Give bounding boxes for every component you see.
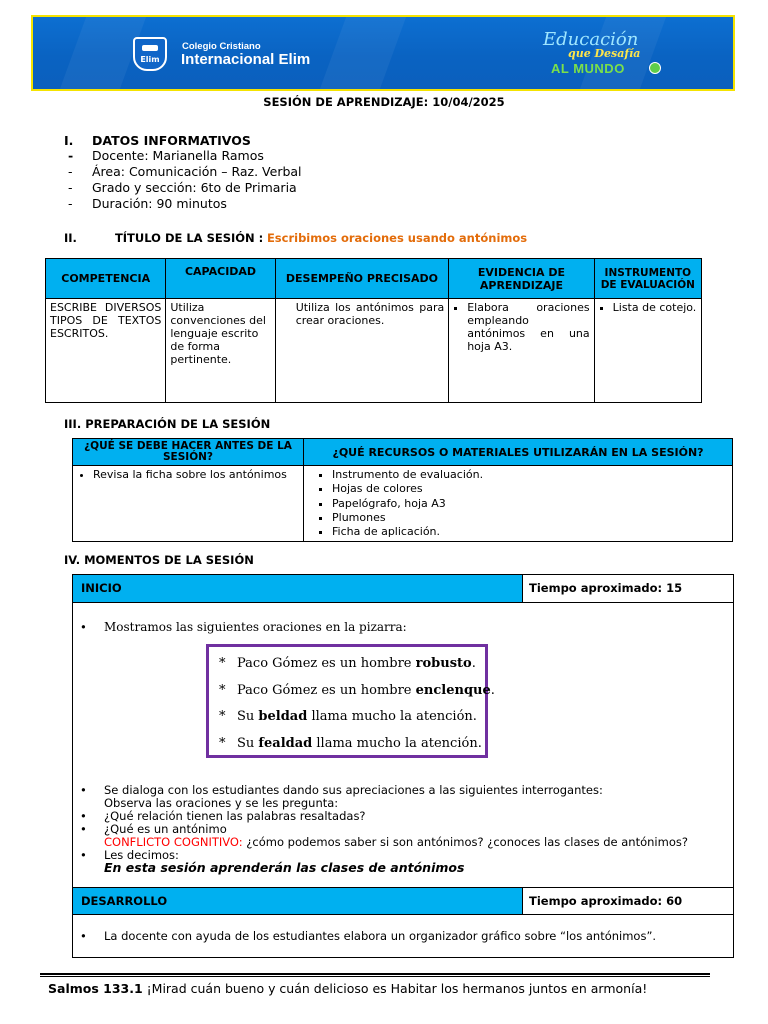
conflict-label: CONFLICTO COGNITIVO: xyxy=(104,835,243,849)
banner-stripe xyxy=(320,17,406,89)
instrument-item: ▪ Lista de cotejo. xyxy=(613,301,697,314)
school-name-line1: Colegio Cristiano xyxy=(182,41,261,52)
col-header-desempeno: DESEMPEÑO PRECISADO xyxy=(275,259,449,299)
sentence-1: * Paco Gómez es un hombre robusto. xyxy=(219,656,476,671)
verse-reference: Salmos 133.1 xyxy=(48,981,143,996)
desarrollo-time: Tiempo aproximado: 60 xyxy=(523,887,733,915)
slogan-line1: Educación xyxy=(543,29,639,50)
info-duracion: Duración: 90 minutos xyxy=(92,196,227,211)
footer-verse xyxy=(48,981,647,996)
cell-evidencia xyxy=(449,299,594,403)
info-item: - Docente: Marianella Ramos xyxy=(68,148,264,163)
sentences-frame xyxy=(206,644,495,758)
col-header-instrumento: INSTRUMENTO DE EVALUACIÓN xyxy=(594,259,701,299)
info-item: - Grado y sección: 6to de Primaria xyxy=(68,180,297,195)
header-banner xyxy=(31,15,735,91)
info-area: Área: Comunicación – Raz. Verbal xyxy=(92,164,302,179)
footer-divider xyxy=(40,973,710,975)
cell-before xyxy=(73,466,304,542)
cell-instrumento xyxy=(594,299,701,403)
resource-item: ▪ Hojas de colores xyxy=(332,482,728,496)
col-header-before: ¿QUÉ SE DEBE HACER ANTES DE LA SESIÓN? xyxy=(73,439,304,466)
verse-text: ¡Mirad cuán bueno y cuán delicioso es Habitar los hermanos juntos en armonía! xyxy=(142,981,648,996)
globe-icon xyxy=(649,62,661,74)
col-header-resources: ¿QUÉ RECURSOS O MATERIALES UTILIZARÁN EN LA SESIÓN? xyxy=(304,439,733,466)
section3-heading: III. PREPARACIÓN DE LA SESIÓN xyxy=(64,417,271,431)
moment-line: • ¿Qué es un antónimo xyxy=(80,822,227,836)
conflict-text: ¿cómo podemos saber si son antónimos? ¿conoces las clases de antónimos? xyxy=(242,835,688,849)
cell-capacidad: Utiliza convenciones del lenguaje escrito de forma pertinente. xyxy=(166,299,275,403)
resource-item: ▪ Instrumento de evaluación. xyxy=(332,468,728,482)
moment-line xyxy=(104,835,688,849)
sentence-4: * Su fealdad llama mucho la atención. xyxy=(219,735,482,751)
resource-item: ▪ Ficha de aplicación. xyxy=(332,525,728,539)
resource-item: ▪ Plumones xyxy=(332,511,728,525)
tell-text: Les decimos: xyxy=(104,848,179,862)
cell-desempeno: Utiliza los antónimos para crear oraciones. xyxy=(275,299,449,403)
info-grado: Grado y sección: 6to de Primaria xyxy=(92,180,297,195)
question-1: ¿Qué relación tienen las palabras resaltadas? xyxy=(104,809,366,823)
inicio-header: INICIO xyxy=(73,575,523,603)
moment-line: • La docente con ayuda de los estudiantes elabora un organizador gráfico sobre “los antónimos”. xyxy=(80,929,657,943)
section1-heading xyxy=(64,133,251,148)
cell-competencia: ESCRIBE DIVERSOS TIPOS DE TEXTOS ESCRITOS. xyxy=(46,299,166,403)
footer-divider xyxy=(40,976,710,977)
moment-line: • Se dialoga con los estudiantes dando sus apreciaciones a las siguientes interrogantes: xyxy=(80,783,603,797)
col-header-evidencia: EVIDENCIA DE APRENDIZAJE xyxy=(449,259,594,299)
school-logo-icon xyxy=(133,37,167,71)
col-header-competencia: COMPETENCIA xyxy=(46,259,166,299)
info-item: - Duración: 90 minutos xyxy=(68,196,227,211)
moment-line: • Les decimos: xyxy=(80,848,179,862)
col-header-capacidad: CAPACIDAD xyxy=(166,259,275,299)
slogan-line3: AL MUNDO xyxy=(551,61,625,76)
section1-title: DATOS INFORMATIVOS xyxy=(92,133,251,148)
section4-heading: IV. MOMENTOS DE LA SESIÓN xyxy=(64,553,254,567)
school-name-line2: Internacional Elim xyxy=(181,51,311,68)
preparation-table xyxy=(72,438,733,542)
section2-label: TÍTULO DE LA SESIÓN : xyxy=(114,231,264,245)
logo-text: Elim xyxy=(140,55,160,64)
dialog-text: Se dialoga con los estudiantes dando sus apreciaciones a las siguientes interrogantes: xyxy=(104,783,603,797)
resource-item: ▪ Papelógrafo, hoja A3 xyxy=(332,497,728,511)
session-topic-title: Escribimos oraciones usando antónimos xyxy=(266,231,528,245)
inicio-time: Tiempo aproximado: 15 xyxy=(523,575,733,603)
session-title: SESIÓN DE APRENDIZAJE: 10/04/2025 xyxy=(263,95,505,109)
desarrollo-text: La docente con ayuda de los estudiantes elabora un organizador gráfico sobre “los antónimos”. xyxy=(104,929,657,943)
purpose-text: En esta sesión aprenderán las clases de antónimos xyxy=(104,860,465,875)
before-item: • Revisa la ficha sobre los antónimos xyxy=(93,468,299,481)
competencies-table xyxy=(45,258,702,403)
section2-number: II. xyxy=(64,231,77,245)
desarrollo-header: DESARROLLO xyxy=(73,887,523,915)
moment-line: • Mostramos las siguientes oraciones en la pizarra: xyxy=(80,620,407,634)
question-2: ¿Qué es un antónimo xyxy=(104,822,227,836)
section2-title-line xyxy=(64,231,527,245)
info-docente: Docente: Marianella Ramos xyxy=(92,148,264,163)
sentence-3: * Su beldad llama mucho la atención. xyxy=(219,709,477,724)
moment-line: • ¿Qué relación tienen las palabras resaltadas? xyxy=(80,809,366,823)
sentence-2: * Paco Gómez es un hombre enclenque. xyxy=(219,682,495,698)
section1-number: I. xyxy=(64,133,74,148)
observe-text: Observa las oraciones y se les pregunta: xyxy=(104,796,339,810)
evidence-item: ▪ Elabora oraciones empleando antónimos en una hoja A3. xyxy=(467,301,589,353)
cell-resources xyxy=(304,466,733,542)
show-sentences-text: Mostramos las siguientes oraciones en la pizarra: xyxy=(104,620,407,634)
slogan-line2: que Desafía xyxy=(568,47,641,60)
moment-line xyxy=(104,796,338,810)
info-item: - Área: Comunicación – Raz. Verbal xyxy=(68,164,302,179)
